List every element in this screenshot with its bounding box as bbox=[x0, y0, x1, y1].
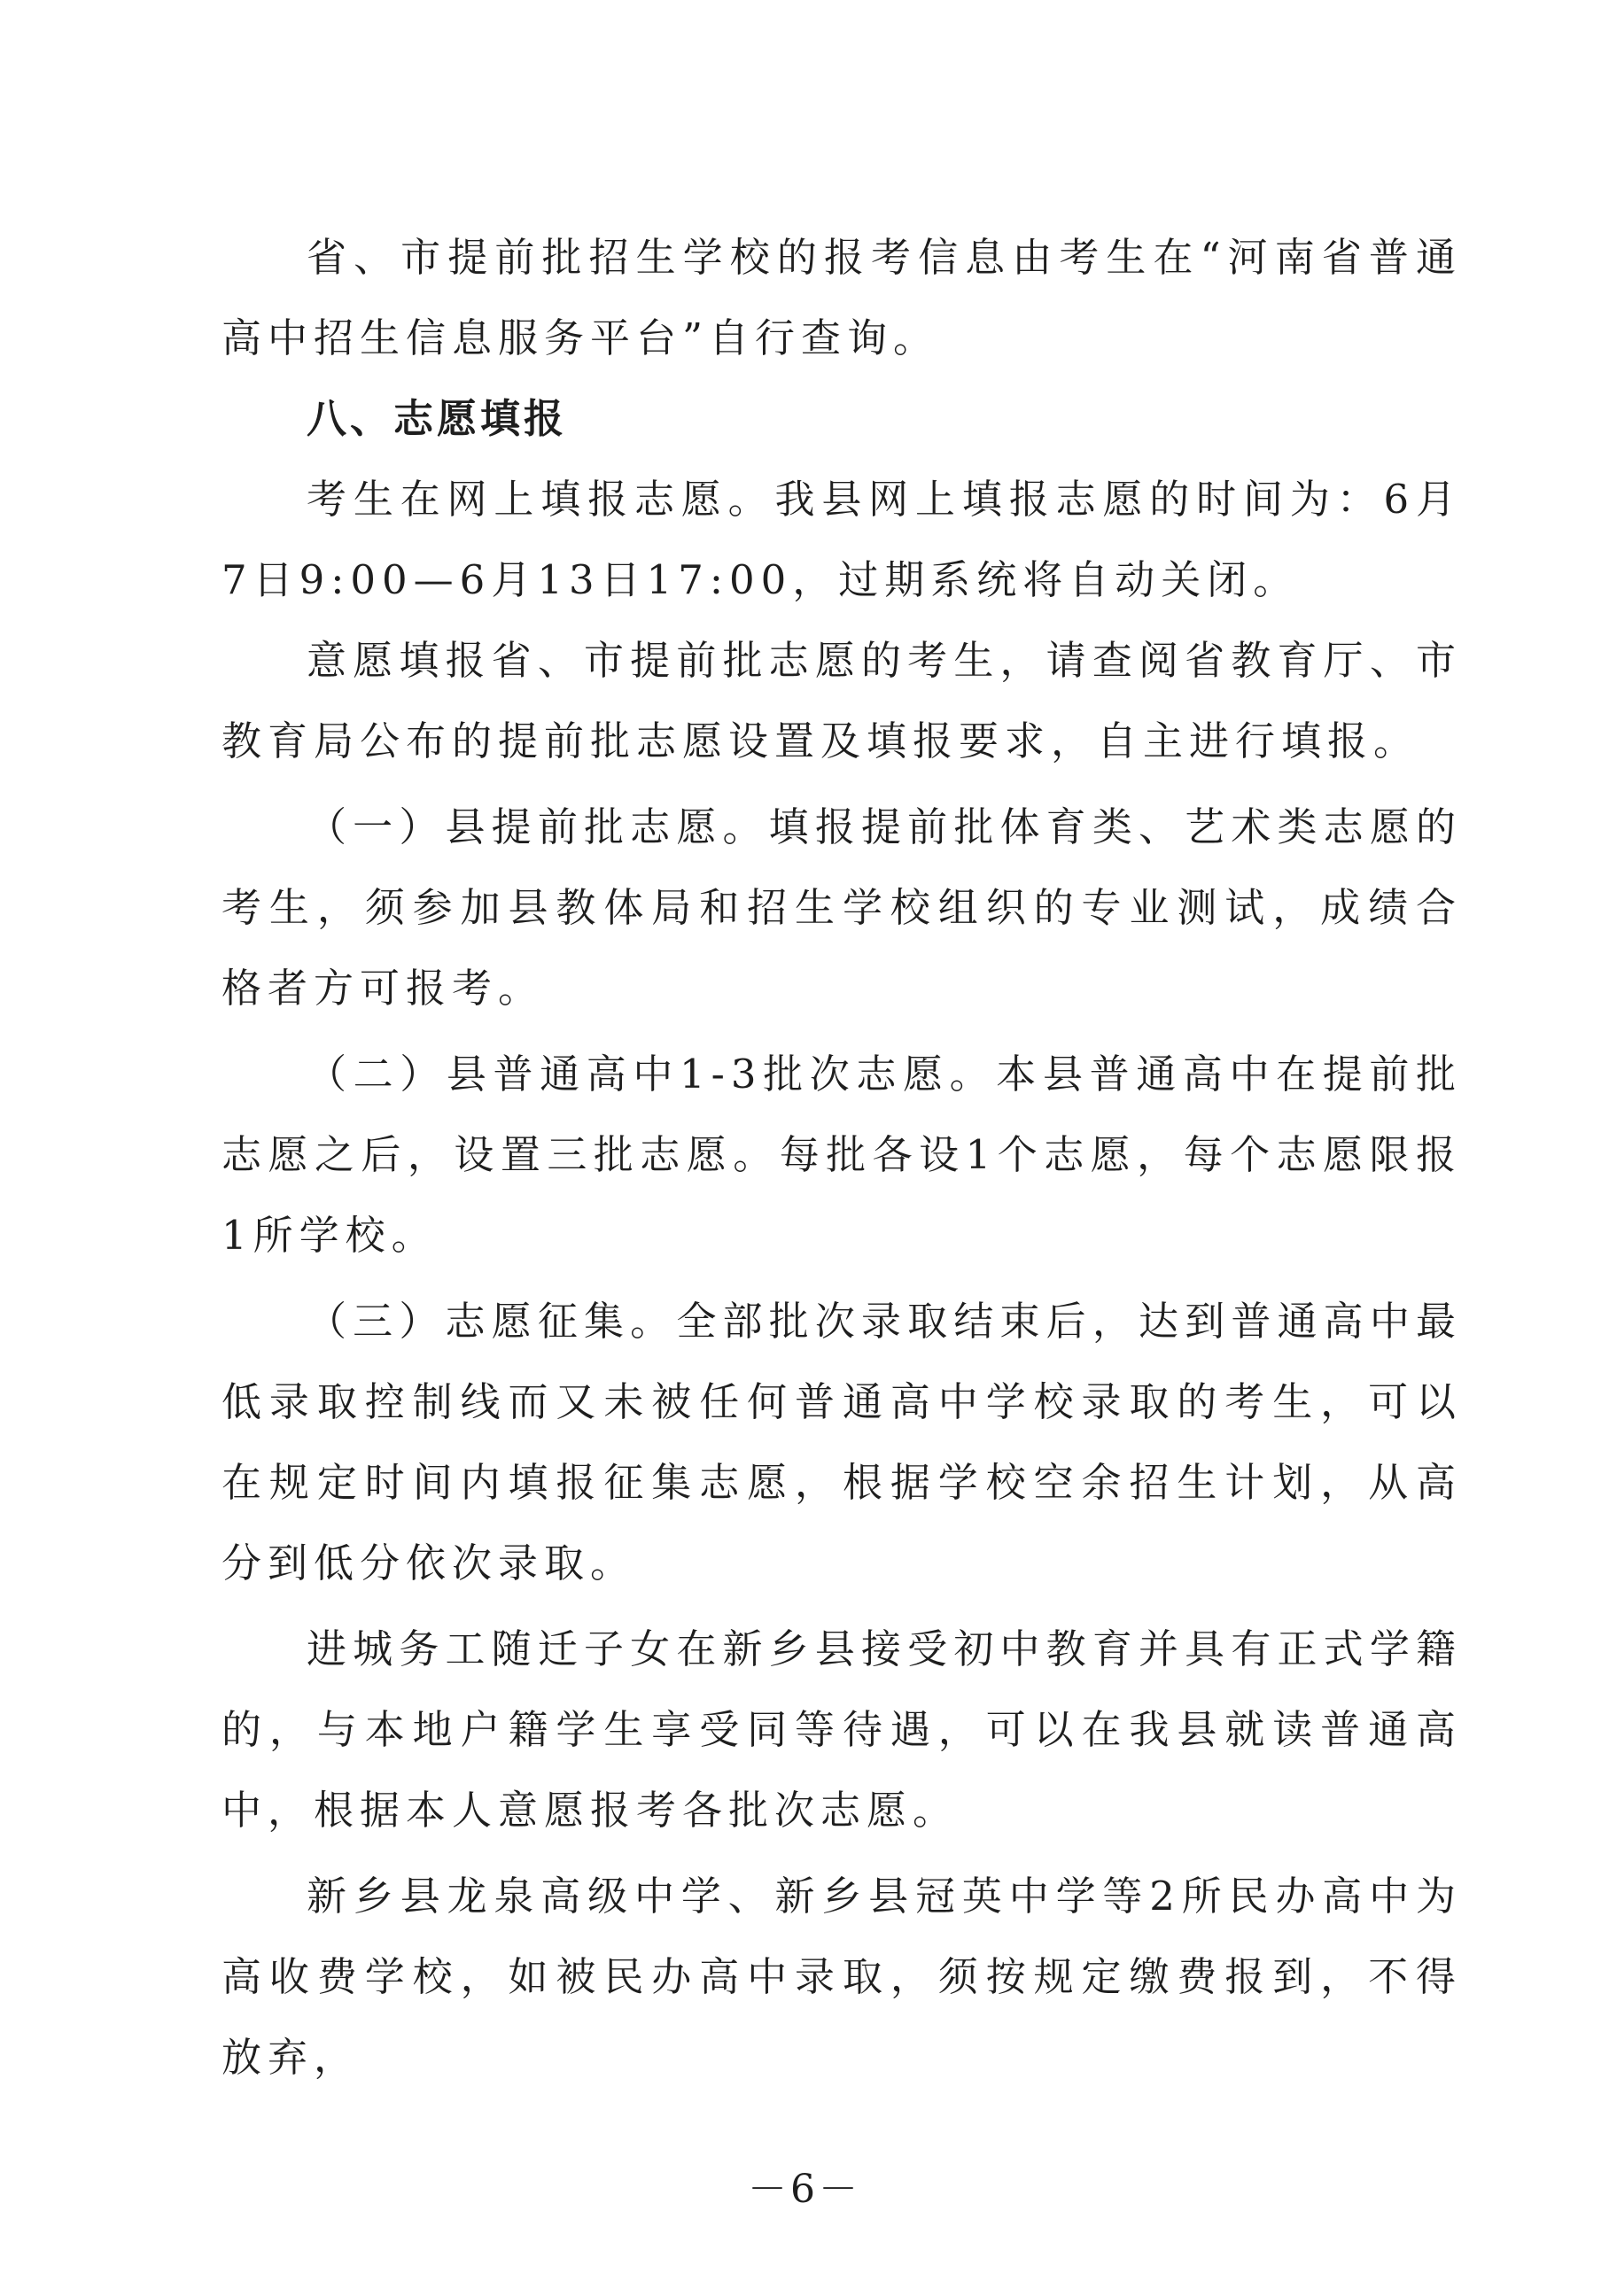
paragraph-early-batch: 意愿填报省、市提前批志愿的考生，请查阅省教育厅、市教育局公布的提前批志愿设置及填报要求，自主进行填报。 bbox=[222, 637, 1462, 764]
paragraph-online-filling-time: 考生在网上填报志愿。我县网上填报志愿的时间为：6月7日9:00—6月13日17:00，过期系统将自动关闭。 bbox=[222, 476, 1462, 603]
paragraph-batches-1-3: （二）县普通高中1-3批次志愿。本县普通高中在提前批志愿之后，设置三批志愿。每批各设1个志愿，每个志愿限报1所学校。 bbox=[222, 1051, 1462, 1259]
paragraph-volunteer-collection: （三）志愿征集。全部批次录取结束后，达到普通高中最低录取控制线而又未被任何普通高中学校录取的考生，可以在规定时间内填报征集志愿，根据学校空余招生计划，从高分到低分依次录取。 bbox=[222, 1298, 1462, 1586]
page-number: －6－ bbox=[748, 2167, 861, 2212]
paragraph-private-schools: 新乡县龙泉高级中学、新乡县冠英中学等2所民办高中为高收费学校，如被民办高中录取，须按规定缴费报到，不得放弃， bbox=[222, 1873, 1462, 2081]
section-heading-volunteer-filling: 八、志愿填报 bbox=[307, 395, 568, 442]
paragraph-county-early-batch: （一）县提前批志愿。填报提前批体育类、艺术类志愿的考生，须参加县教体局和招生学校组织的专业测试，成绩合格者方可报考。 bbox=[222, 803, 1462, 1012]
paragraph-migrant-children: 进城务工随迁子女在新乡县接受初中教育并具有正式学籍的，与本地户籍学生享受同等待遇，可以在我县就读普通高中，根据本人意愿报考各批次志愿。 bbox=[222, 1625, 1462, 1834]
paragraph-query-info: 省、市提前批招生学校的报考信息由考生在“河南省普通高中招生信息服务平台”自行查询。 bbox=[222, 234, 1462, 361]
document-body bbox=[222, 217, 1462, 2098]
